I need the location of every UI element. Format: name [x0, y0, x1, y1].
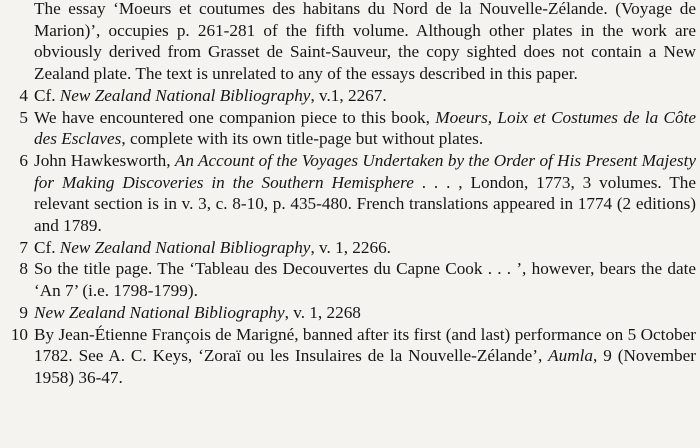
footnote-text: New Zealand National Bibliography, v. 1, 2268	[34, 302, 361, 322]
footnote-text: We have encountered one companion piece to this book, Moeurs, Loix et Costumes de la Côte des Esclaves, complete with its own title-page but without plates.	[34, 107, 696, 149]
footnote-text: John Hawkesworth, An Account of the Voyages Undertaken by the Order of His Present Majesty for Making Discoveries in the Southern Hemisphere . . . , London, 1773, 3 volumes. The relevant section is in v. 3, c. 8-10, p. 435-480. French translations appeared in 1774 (2 editions) and 1789.	[34, 150, 696, 236]
footnote-6	[6, 150, 696, 237]
footnote-text: Cf. New Zealand National Bibliography, v. 1, 2266.	[34, 237, 391, 257]
footnote-text: So the title page. The ‘Tableau des Decouvertes du Capne Cook . . . ’, however, bears the date ‘An 7’ (i.e. 1798-1799).	[34, 259, 696, 301]
footnotes	[6, 0, 696, 389]
footnote-text: Cf. New Zealand National Bibliography, v.1, 2267.	[34, 85, 387, 105]
footnote-number: 9	[19, 302, 28, 322]
footnote-number: 7	[19, 237, 28, 257]
italic-title: New Zealand National Bibliography	[34, 302, 285, 322]
footnote-9	[6, 302, 696, 324]
italic-title: Aumla	[548, 346, 594, 366]
footnote-7	[6, 237, 696, 259]
footnote-text: By Jean-Étienne François de Marigné, banned after its first (and last) performance on 5 October 1782. See A. C. Keys, ‘Zoraï ou les Insulaires de la Nouvelle-Zélande’, Aumla, 9 (November 1958) 36-47.	[34, 324, 696, 387]
italic-title: New Zealand National Bibliography	[59, 237, 311, 257]
footnote-number: 5	[19, 107, 28, 127]
footnote-number: 8	[19, 259, 28, 279]
footnote-10	[6, 324, 696, 389]
footnote-number: 10	[10, 324, 28, 344]
footnote-number: 4	[19, 85, 28, 105]
footnote-continuation	[6, 0, 696, 85]
footnote-8	[6, 258, 696, 301]
footnote-number: 6	[19, 150, 28, 170]
italic-title: An Account of the Voyages Undertaken by the Order of His Present Majesty for Making Discoveries in the Southern Hemisphere	[34, 150, 696, 192]
footnote-4	[6, 85, 696, 107]
footnote-5	[6, 107, 696, 150]
footnote-text: The essay ‘Moeurs et coutumes des habitans du Nord de la Nouvelle-Zélande. (Voyage de Marion)’, occupies p. 261-281 of the fifth volume. Although other plates in the work are obviously derived from Grasset de Saint-Sauveur, the copy sighted does not contain a New Zealand plate. The text is unrelated to any of the essays described in this paper.	[34, 0, 696, 84]
italic-title: Moeurs, Loix et Costumes de la Côte des Esclaves	[34, 107, 696, 149]
italic-title: New Zealand National Bibliography	[59, 85, 311, 105]
